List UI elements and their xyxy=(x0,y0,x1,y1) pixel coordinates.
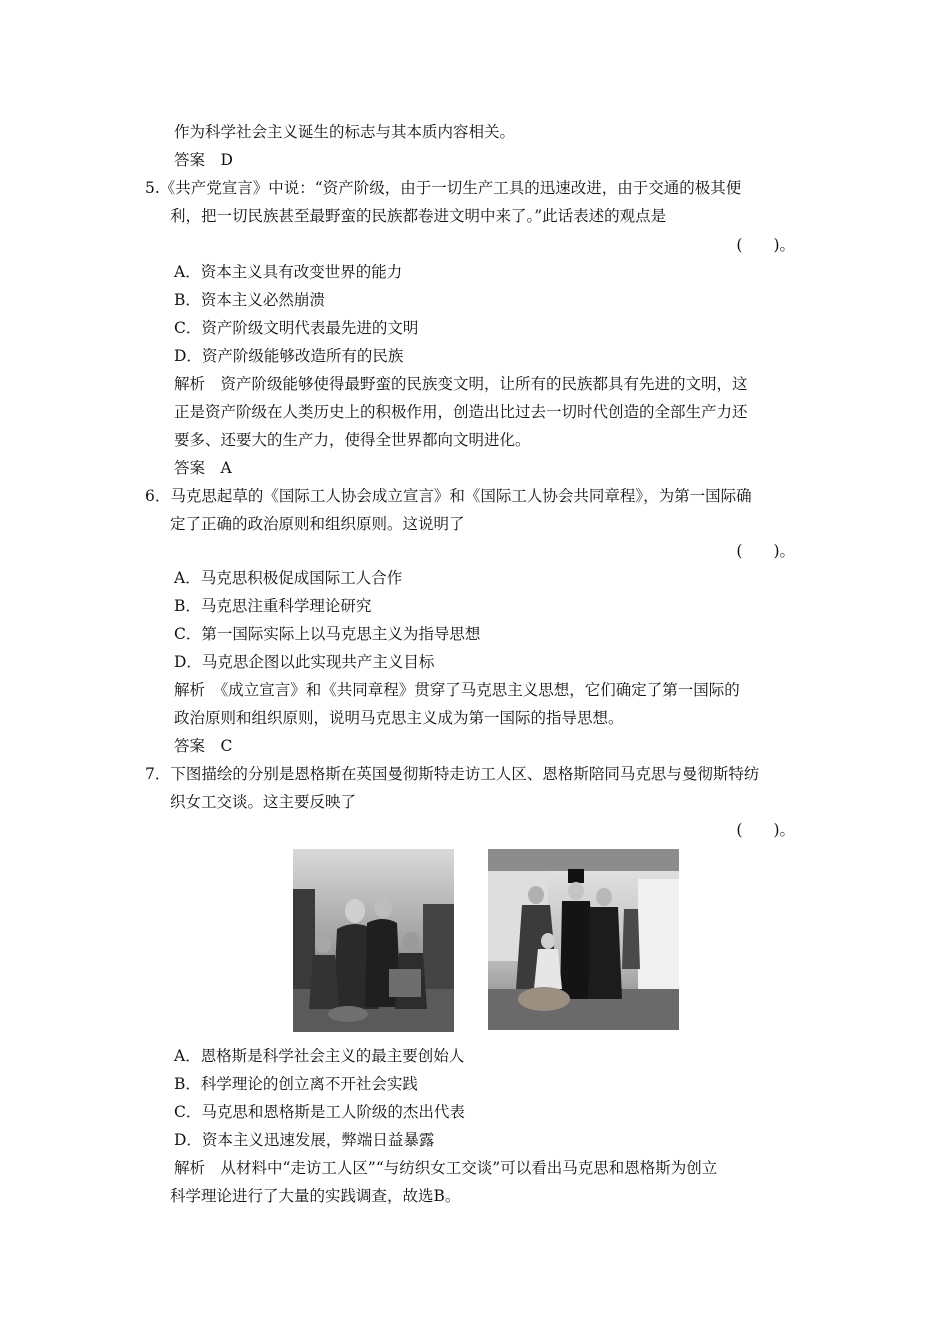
q7-option-c: C．马克思和恩格斯是工人阶级的杰出代表 xyxy=(174,1103,465,1121)
q7-option-a: A．恩格斯是科学社会主义的最主要创始人 xyxy=(174,1047,465,1065)
intro-answer: 答案 D xyxy=(174,151,233,169)
q5-option-c: C．资产阶级文明代表最先进的文明 xyxy=(174,319,419,337)
q7-option-b: B．科学理论的创立离不开社会实践 xyxy=(174,1075,418,1093)
q7-stem-line1: 7．下图描绘的分别是恩格斯在英国曼彻斯特走访工人区、恩格斯陪同马克思与曼彻斯特纺 xyxy=(145,765,760,783)
q7-stem-line2: 织女工交谈。这主要反映了 xyxy=(170,793,357,811)
marx-engels-textile-workers-illustration xyxy=(488,849,679,1030)
q6-answer: 答案 C xyxy=(174,737,233,755)
engels-workers-district-photo xyxy=(293,849,454,1032)
q6-option-a: A．马克思积极促成国际工人合作 xyxy=(174,569,403,587)
q6-analysis-line2: 政治原则和组织原则，说明马克思主义成为第一国际的指导思想。 xyxy=(174,709,624,727)
q6-answer-paren: ( )。 xyxy=(736,542,795,560)
q7-option-d: D．资本主义迅速发展，弊端日益暴露 xyxy=(174,1131,435,1149)
marx-engels-textile-workers-photo xyxy=(488,849,679,1030)
q6-option-c: C．第一国际实际上以马克思主义为指导思想 xyxy=(174,625,481,643)
q5-option-d: D．资产阶级能够改造所有的民族 xyxy=(174,347,404,365)
q6-option-d: D．马克思企图以此实现共产主义目标 xyxy=(174,653,435,671)
q6-stem-line2: 定了正确的政治原则和组织原则。这说明了 xyxy=(170,515,465,533)
q7-analysis-line1: 解析 从材料中“走访工人区”“与纺织女工交谈”可以看出马克思和恩格斯为创立 xyxy=(174,1159,718,1177)
q5-analysis-line3: 要多、还要大的生产力，使得全世界都向文明进化。 xyxy=(174,431,531,449)
q5-analysis-line1: 解析 资产阶级能够使得最野蛮的民族变文明，让所有的民族都具有先进的文明，这 xyxy=(174,375,748,393)
q5-analysis-line2: 正是资产阶级在人类历史上的积极作用，创造出比过去一切时代创造的全部生产力还 xyxy=(174,403,748,421)
q5-option-b: B．资本主义必然崩溃 xyxy=(174,291,325,309)
q6-option-b: B．马克思注重科学理论研究 xyxy=(174,597,372,615)
q5-answer: 答案 A xyxy=(174,459,232,477)
intro-line: 作为科学社会主义诞生的标志与其本质内容相关。 xyxy=(174,123,516,141)
q5-stem-line1: 5.《共产党宣言》中说：“资产阶级，由于一切生产工具的迅速改进，由于交通的极其便 xyxy=(145,179,742,197)
q5-stem-line2: 利，把一切民族甚至最野蛮的民族都卷进文明中来了。”此话表述的观点是 xyxy=(170,207,667,225)
q5-option-a: A．资本主义具有改变世界的能力 xyxy=(174,263,403,281)
q6-analysis-line1: 解析 《成立宣言》和《共同章程》贯穿了马克思主义思想，它们确定了第一国际的 xyxy=(174,681,740,699)
q7-answer-paren: ( )。 xyxy=(736,821,795,839)
q5-answer-paren: ( )。 xyxy=(736,236,795,254)
q6-stem-line1: 6．马克思起草的《国际工人协会成立宣言》和《国际工人协会共同章程》，为第一国际确 xyxy=(145,487,752,505)
engels-workers-district-illustration xyxy=(293,849,454,1032)
q7-analysis-line2: 科学理论进行了大量的实践调查，故选B。 xyxy=(170,1187,461,1205)
